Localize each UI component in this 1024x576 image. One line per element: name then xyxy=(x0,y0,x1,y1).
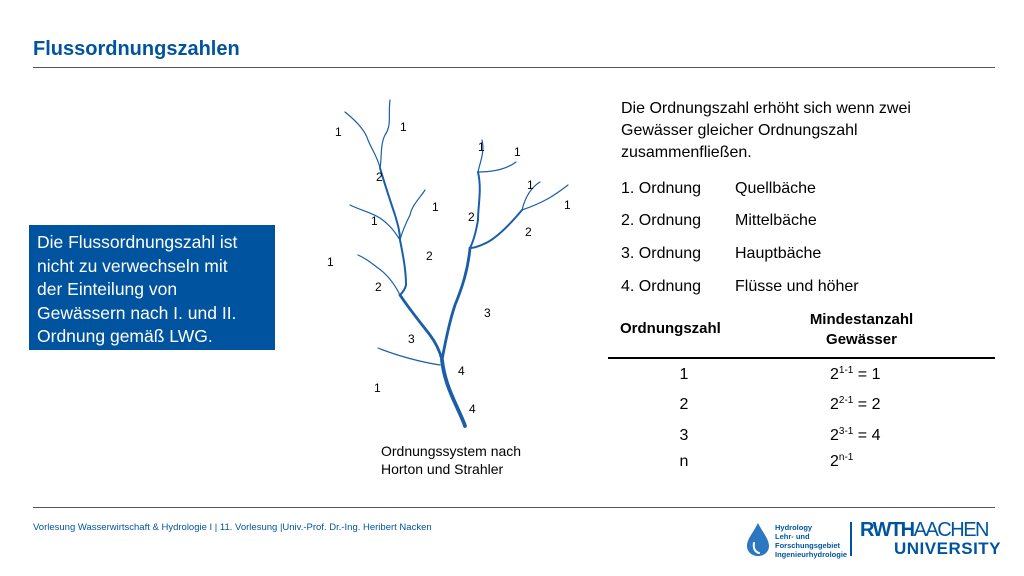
info-line: nicht zu verwechseln mit xyxy=(37,255,228,276)
exponent: 1-1 xyxy=(838,365,854,376)
exponent: 3-1 xyxy=(838,426,854,437)
table-row xyxy=(608,366,995,386)
base: 2 xyxy=(830,366,839,383)
order-label: 4 xyxy=(469,402,476,416)
order-name: Flüsse und höher xyxy=(735,278,859,295)
base: 2 xyxy=(830,453,839,470)
hydrology-logo-text xyxy=(775,523,847,559)
river-segment xyxy=(380,168,400,240)
caption-line: Ordnungssystem nach xyxy=(381,443,522,459)
table-header-rule xyxy=(608,357,995,359)
info-box xyxy=(29,225,275,350)
row-order: n xyxy=(679,453,689,470)
order-number: 1. Ordnung xyxy=(621,180,702,197)
order-label: 4 xyxy=(458,364,465,378)
order-label: 2 xyxy=(426,249,433,263)
table-row xyxy=(608,453,995,473)
order-label: 2 xyxy=(525,225,532,239)
rwth-logo xyxy=(860,520,1001,557)
order-label: 1 xyxy=(371,214,378,228)
order-name: Quellbäche xyxy=(735,180,816,197)
row-count xyxy=(830,366,881,384)
table-header-order: Ordnungszahl xyxy=(620,320,721,337)
header-line: Gewässer xyxy=(826,331,897,348)
order-label: 3 xyxy=(408,332,415,346)
order-number: 3. Ordnung xyxy=(621,245,702,262)
river-segment xyxy=(378,348,440,365)
rwth-thin: AACHEN xyxy=(913,519,988,541)
table-row xyxy=(608,396,995,416)
river-segment xyxy=(400,190,425,240)
logo-line: Hydrology xyxy=(775,523,813,532)
row-order: 1 xyxy=(679,366,689,383)
order-name: Hauptbäche xyxy=(735,245,822,262)
order-label: 1 xyxy=(478,140,485,154)
water-drop-icon xyxy=(745,521,771,557)
order-number: 2. Ordnung xyxy=(621,212,702,229)
logo-line: Ingenieurhydrologie xyxy=(775,550,848,559)
order-label: 1 xyxy=(564,198,571,212)
header-line: Mindestanzahl xyxy=(809,311,914,328)
table-row xyxy=(608,427,995,447)
river-segment xyxy=(478,162,516,172)
order-item xyxy=(621,278,859,296)
rwth-bold: RWTH xyxy=(860,519,914,541)
info-line: Gewässern nach I. und II. xyxy=(37,302,237,323)
river-segment xyxy=(400,295,442,360)
row-order: 3 xyxy=(679,427,689,444)
row-order: 2 xyxy=(679,396,689,413)
logo-separator xyxy=(850,522,852,556)
river-segment xyxy=(400,240,406,295)
result: = 1 xyxy=(853,366,881,383)
description-line: Die Ordnungszahl erhöht sich wenn zwei xyxy=(621,100,911,117)
order-label: 1 xyxy=(432,200,439,214)
river-segment xyxy=(442,248,470,360)
order-label: 1 xyxy=(400,120,407,134)
order-label: 1 xyxy=(527,178,534,192)
order-label: 3 xyxy=(484,306,491,320)
info-line: Ordnung gemäß LWG. xyxy=(37,326,213,346)
footer-divider xyxy=(33,507,995,508)
diagram-caption xyxy=(381,442,521,478)
table-header-count xyxy=(778,310,945,350)
order-item xyxy=(621,245,821,263)
caption-line: Horton und Strahler xyxy=(381,461,504,477)
order-label: 2 xyxy=(468,210,475,224)
order-label: 1 xyxy=(335,125,342,139)
result: = 2 xyxy=(853,396,881,413)
order-label: 1 xyxy=(327,255,334,269)
order-name: Mittelbäche xyxy=(735,212,817,229)
row-count xyxy=(830,427,881,445)
result: = 4 xyxy=(853,427,881,444)
river-network-diagram xyxy=(310,95,600,440)
exponent: 2-1 xyxy=(838,395,854,406)
order-number: 4. Ordnung xyxy=(621,278,702,295)
order-label: 2 xyxy=(376,170,383,184)
river-segment xyxy=(380,100,390,168)
info-line: Die Flussordnungszahl ist xyxy=(37,232,238,252)
exponent: n-1 xyxy=(838,452,854,463)
river-segment xyxy=(345,112,380,168)
order-item xyxy=(621,180,816,198)
rwth-university: UNIVERSITY xyxy=(894,539,1002,558)
description-line: Gewässer gleicher Ordnungszahl xyxy=(621,122,858,139)
base: 2 xyxy=(830,396,839,413)
page-title: Flussordnungszahlen xyxy=(33,38,240,60)
row-count xyxy=(830,396,881,414)
description-line: zusammenfließen. xyxy=(621,144,752,161)
row-count xyxy=(830,453,853,471)
title-divider xyxy=(33,67,995,68)
order-item xyxy=(621,212,817,230)
base: 2 xyxy=(830,427,839,444)
logo-line: Lehr- und xyxy=(775,532,810,541)
order-label: 2 xyxy=(375,280,382,294)
info-line: der Einteilung von xyxy=(37,279,178,299)
logo-line: Forschungsgebiet xyxy=(775,541,841,550)
order-label: 1 xyxy=(374,381,381,395)
description-text xyxy=(621,98,961,164)
order-label: 1 xyxy=(514,145,521,159)
footer-text: Vorlesung Wasserwirtschaft & Hydrologie I | 11. Vorlesung |Univ.-Prof. Dr.-Ing. Heribert Nacken xyxy=(33,522,432,533)
